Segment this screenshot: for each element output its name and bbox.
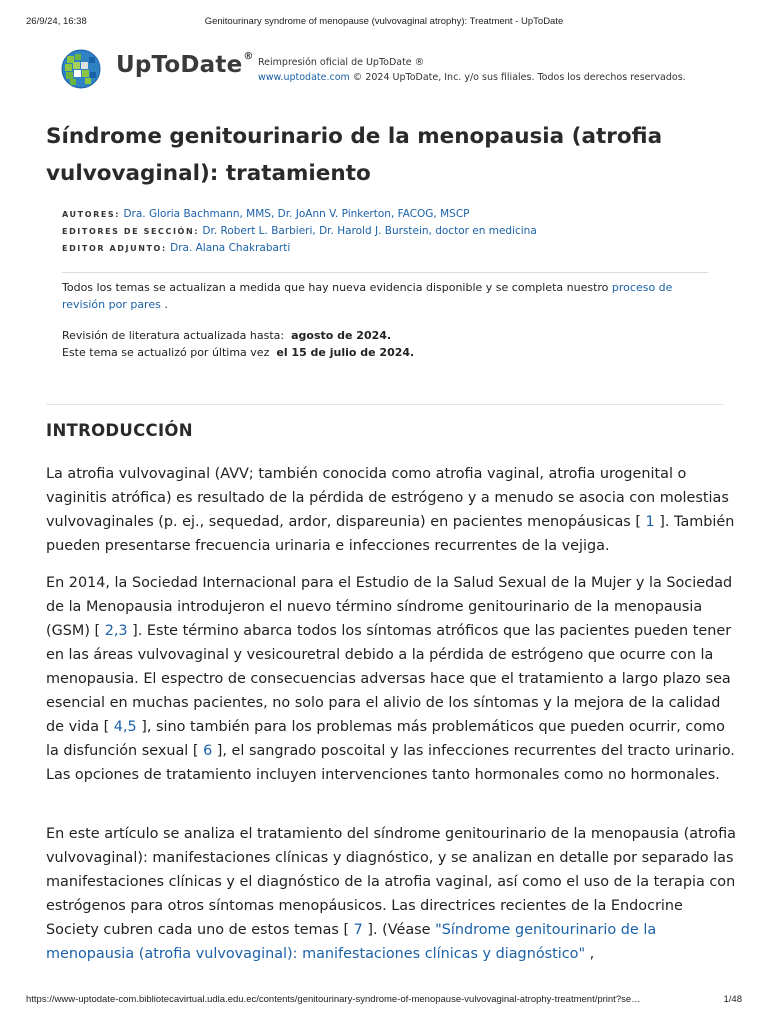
deputy-editor-name[interactable]: Dra. Alana Chakrabarti: [170, 242, 291, 254]
related-topic-link[interactable]: "Síndrome genitourinario de la menopausia (atrofia vulvovaginal): manifestaciones clínicas y diagnóstico": [46, 922, 657, 962]
print-url: https://www-uptodate-com.bibliotecavirtual.udla.edu.ec/contents/genitourinary-syndrome-of-menopause-vulvovaginal-atrophy-treatment/print?se…: [26, 994, 641, 1005]
update-notice-text: Todos los temas se actualizan a medida que hay nueva evidencia disponible y se completa nuestro: [62, 281, 612, 294]
uptodate-logo-icon: [60, 48, 102, 90]
authors-label: AUTORES: [62, 210, 116, 219]
review-dates: [62, 327, 712, 361]
deputy-editor-label: EDITOR ADJUNTO: [62, 244, 162, 253]
brand-header: [60, 48, 750, 92]
section-editors-names[interactable]: Dr. Robert L. Barbieri, Dr. Harold J. Burstein, doctor en medicina: [202, 225, 537, 237]
uptodate-logo-text: UpToDate®: [116, 51, 254, 78]
section-editors-label: EDITORES DE SECCIÓN: [62, 227, 195, 236]
reference-link[interactable]: 6: [203, 743, 213, 759]
lit-review-label: Revisión de literatura actualizada hasta:: [62, 329, 285, 342]
reference-link[interactable]: 4,5: [113, 719, 137, 735]
reference-link[interactable]: 2,3: [104, 623, 128, 639]
reprint-line: Reimpresión oficial de UpToDate ®: [258, 57, 425, 68]
update-notice-end: .: [160, 298, 168, 311]
intro-paragraph-2: En 2014, la Sociedad Internacional para el Estudio de la Salud Sexual de la Mujer y la Sociedad de la Menopausia introdujeron el nuevo término síndrome genitourinario de la menopausia (GSM) [ 2,3 ]. Este término abarca todos los síntomas atróficos que las pacientes pueden tener en las áreas vulvovaginal y vesicouretral debido a la pérdida de estrógeno que ocurre con la menopausia. El espectro de consecuencias adversas hace que el tratamiento a largo plazo sea esencial en muchas pacientes, no solo para el alivio de los síntomas y la mejora de la calidad de vida [ 4,5 ], sino también para los problemas más problemáticos que pueden ocurrir, como la disfunción sexual [ 6 ], el sangrado poscoital y las infecciones recurrentes del tracto urinario. Las opciones de tratamiento incluyen intervenciones tanto hormonales como no hormonales.: [46, 575, 735, 783]
print-datetime: 26/9/24, 16:38: [26, 16, 87, 27]
last-updated-label: Este tema se actualizó por última vez: [62, 346, 270, 359]
reference-link[interactable]: 1: [645, 514, 655, 530]
intro-paragraph-3: En este artículo se analiza el tratamiento del síndrome genitourinario de la menopausia (atrofia vulvovaginal): manifestaciones clínicas y diagnóstico, y se analizan en detalle por separado las manifestaciones clínicas y el diagnóstico de la atrofia vaginal, así como el uso de la terapia con estrógenos para otros síntomas menopáusicos. Las directrices recientes de la Endocrine Society cubren cada uno de estos temas [ 7 ]. (Véase "Síndrome genitourinario de la menopausia (atrofia vulvovaginal): manifestaciones clínicas y diagnóstico" ,: [46, 826, 736, 962]
deputy-editor-row: EDITOR ADJUNTO: Dra. Alana Chakrabarti: [62, 242, 291, 254]
reference-link[interactable]: 7: [353, 922, 363, 938]
last-updated-row: Este tema se actualizó por última vez el 15 de julio de 2024.: [62, 346, 415, 359]
topic-title: Síndrome genitourinario de la menopausia (atrofia vulvovaginal): tratamiento: [46, 124, 663, 186]
divider: [62, 272, 708, 273]
lit-review-row: [62, 327, 712, 344]
copyright-line: [258, 70, 738, 85]
section-heading: INTRODUCCIÓN: [46, 421, 193, 440]
authors-row: AUTORES: Dra. Gloria Bachmann, MMS, Dr. JoAnn V. Pinkerton, FACOG, MSCP: [62, 208, 470, 220]
intro-paragraph-1: La atrofia vulvovaginal (AVV; también conocida como atrofia vaginal, atrofia urogenital o vaginitis atrófica) es resultado de la pérdida de estrógeno y a menudo se asocia con molestias vulvovaginales (p. ej., sequedad, ardor, dispareunia) en pacientes menopáusicas [ 1 ]. También pueden presentarse frecuencia urinaria e infecciones recurrentes de la vejiga.: [46, 466, 735, 554]
copyright-text: © 2024 UpToDate, Inc. y/o sus filiales. Todos los derechos reservados.: [349, 72, 686, 83]
uptodate-site-link[interactable]: www.uptodate.com: [258, 72, 350, 83]
divider: [46, 404, 724, 405]
section-editors-row: EDITORES DE SECCIÓN: Dr. Robert L. Barbieri, Dr. Harold J. Burstein, doctor en medicina: [62, 225, 537, 237]
last-updated-date: el 15 de julio de 2024: [276, 346, 411, 359]
print-header: [26, 16, 742, 30]
page-number: 1/48: [723, 994, 742, 1005]
update-notice: [62, 279, 712, 313]
peer-review-link[interactable]: proceso de revisión por pares: [62, 281, 673, 311]
print-page-title: Genitourinary syndrome of menopause (vulvovaginal atrophy): Treatment - UpToDate: [204, 16, 564, 27]
lit-review-date: agosto de 2024.: [291, 329, 392, 342]
authors-names[interactable]: Dra. Gloria Bachmann, MMS, Dr. JoAnn V. Pinkerton, FACOG, MSCP: [123, 208, 470, 220]
print-footer: [26, 994, 742, 1008]
authors-block: [62, 206, 722, 257]
reprint-notice: [258, 55, 738, 85]
